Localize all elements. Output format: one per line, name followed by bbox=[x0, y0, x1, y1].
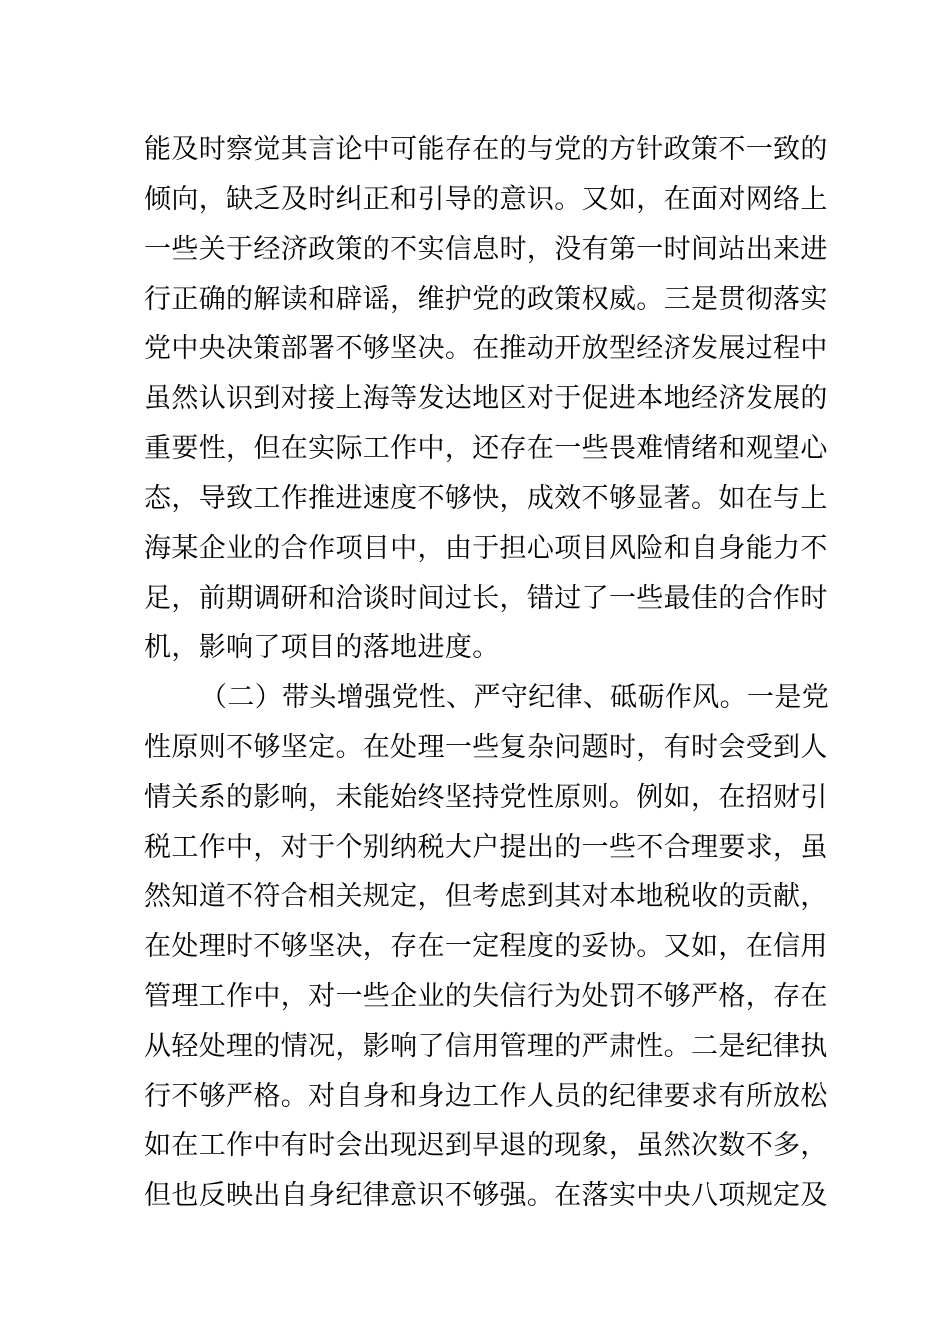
section-heading-line: （二）带头增强党性、严守纪律、砥砺作风。一是党 bbox=[200, 682, 830, 713]
text-line-18: 管理工作中，对一些企业的失信行为处罚不够严格，存在 bbox=[144, 981, 828, 1012]
text-line-16: 然知道不符合相关规定，但考虑到其对本地税收的贡献， bbox=[144, 881, 828, 912]
text-line-6: 虽然认识到对接上海等发达地区对于促进本地经济发展的 bbox=[144, 383, 828, 414]
text-line-3: 一些关于经济政策的不实信息时，没有第一时间站出来进 bbox=[144, 234, 828, 265]
text-line-7: 重要性，但在实际工作中，还存在一些畏难情绪和观望心 bbox=[144, 433, 828, 464]
text-line-19: 从轻处理的情况，影响了信用管理的严肃性。二是纪律执 bbox=[144, 1031, 828, 1062]
text-line-2: 倾向，缺乏及时纠正和引导的意识。又如，在面对网络上 bbox=[144, 184, 828, 215]
text-line-20: 行不够严格。对自身和身边工作人员的纪律要求有所放松 bbox=[144, 1081, 828, 1112]
text-line-1: 能及时察觉其言论中可能存在的与党的方针政策不一致的 bbox=[144, 134, 828, 165]
text-line-4: 行正确的解读和辟谣，维护党的政策权威。三是贯彻落实 bbox=[144, 284, 828, 315]
text-line-5: 党中央决策部署不够坚决。在推动开放型经济发展过程中 bbox=[144, 333, 828, 364]
text-line-13: 性原则不够坚定。在处理一些复杂问题时，有时会受到人 bbox=[144, 732, 828, 763]
text-line-15: 税工作中，对于个别纳税大户提出的一些不合理要求，虽 bbox=[144, 832, 828, 863]
text-line-10: 足，前期调研和洽谈时间过长，错过了一些最佳的合作时 bbox=[144, 583, 828, 614]
text-line-22: 但也反映出自身纪律意识不够强。在落实中央八项规定及 bbox=[144, 1180, 828, 1211]
text-line-11: 机，影响了项目的落地进度。 bbox=[144, 632, 500, 663]
text-line-9: 海某企业的合作项目中，由于担心项目风险和自身能力不 bbox=[144, 533, 828, 564]
text-line-17: 在处理时不够坚决，存在一定程度的妥协。又如，在信用 bbox=[144, 931, 828, 962]
text-line-14: 情关系的影响，未能始终坚持党性原则。例如，在招财引 bbox=[144, 782, 828, 813]
text-line-21: 如在工作中有时会出现迟到早退的现象，虽然次数不多， bbox=[144, 1130, 828, 1161]
text-line-8: 态，导致工作推进速度不够快，成效不够显著。如在与上 bbox=[144, 483, 828, 514]
